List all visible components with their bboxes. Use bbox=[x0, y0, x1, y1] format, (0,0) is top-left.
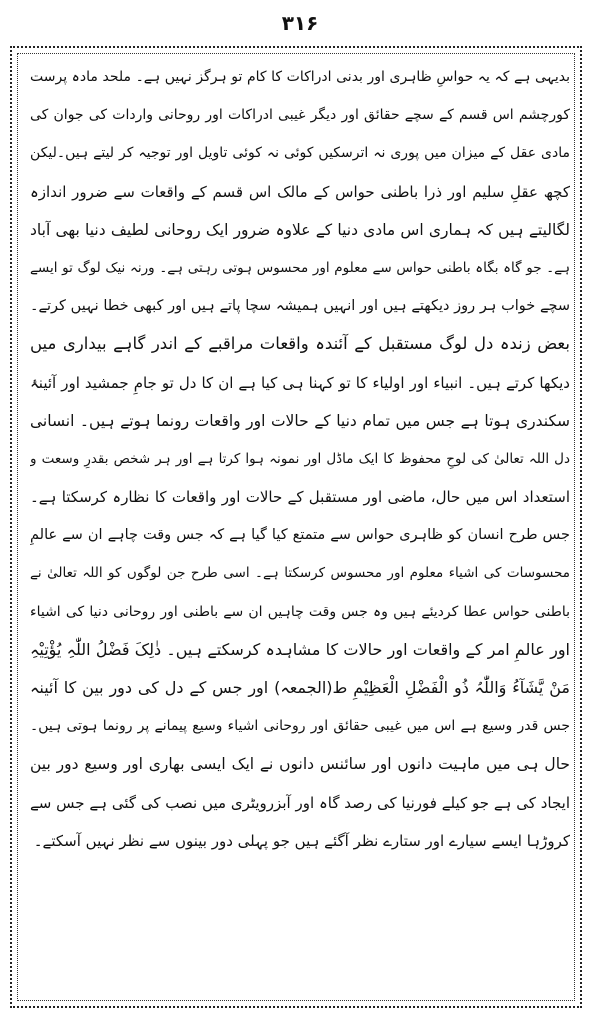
text-line: جس طرح انسان کو ظاہری حواس سے متمتع کیا گیا ہے کہ جس وقت چاہے ان سے عالمِ bbox=[30, 527, 570, 544]
text-line: ہے۔ جو گاہ بگاہ باطنی حواس سے معلوم اور محسوس ہوتی رہتی ہے۔ ورنہ نیک لوگ تو ایسے bbox=[30, 259, 570, 276]
text-line: مَنْ یَّشَآءُ وَاللّٰہُ ذُو الْفَضْلِ الْعَظِیْمِ ط(الجمعہ) اور جس کے دل کی دور بین کا آئینہ bbox=[30, 678, 570, 697]
page-number: ۳۱۶ bbox=[281, 11, 319, 35]
text-line: بدیہی ہے کہ یہ حواسِ ظاہری اور بدنی ادراکات کا کام تو ہرگز نہیں ہے۔ ملحد مادہ پرست bbox=[30, 69, 570, 85]
text-line: مادی عقل کے میزان میں پوری نہ اترسکیں کوئی نہ کوئی تاویل اور توجیہ کر لیتے ہیں۔لیکن bbox=[30, 145, 570, 162]
text-line: کورچشم اس قسم کے سچے حقائق اور دیگر غیبی ادراکات اور روحانی واردات کی جوان کی bbox=[30, 107, 570, 124]
text-line: سچے خواب ہر روز دیکھتے ہیں اور انہیں ہمیشہ سچا پاتے ہیں اور کبھی خطا نہیں کرتے۔ bbox=[30, 298, 570, 315]
text-line: باطنی حواس عطا کردیئے ہیں وہ جس وقت چاہیں ان سے باطنی اور روحانی دنیا کی اشیاء bbox=[30, 603, 570, 620]
text-line: لگالیتے ہیں کہ ہماری اس مادی دنیا کے علاوہ ضرور ایک روحانی لطیف دنیا بھی آباد bbox=[30, 220, 570, 239]
text-line: جس قدر وسیع ہے اس میں غیبی حقائق اور روحانی اشیاء وسیع پیمانے پر رونما ہوتی ہیں۔ bbox=[30, 718, 570, 735]
text-line: دل اللہ تعالیٰ کی لوحِ محفوظ کا ایک ماڈل اور نمونہ ہوا کرتا ہے اور ہر شخص بقدرِ وسعت و bbox=[30, 450, 570, 467]
text-line: محسوسات کی اشیاء معلوم اور محسوس کرسکتا ہے۔ اسی طرح جن لوگوں کو اللہ تعالیٰ نے bbox=[30, 565, 570, 582]
text-line: اور عالمِ امر کے واقعات اور حالات کا مشاہدہ کرسکتے ہیں۔ ذٰلِکَ فَضْلُ اللّٰہِ یُؤْتِیْہِ bbox=[30, 639, 570, 659]
page-text-body bbox=[30, 58, 570, 860]
text-line: کروڑہا ایسے سیارے اور ستارے نظر آگئے ہیں جو پہلی دور بینوں سے نظر نہیں آسکتے۔ bbox=[33, 831, 570, 850]
text-line: بعض زندہ دل لوگ مستقبل کے آئندہ واقعات مراقبے کے اندر گاہے بیداری میں bbox=[30, 334, 570, 354]
text-line: حال ہی میں ماہیت دانوں اور سائنس دانوں نے ایک ایسی بھاری اور وسیع دور بین bbox=[30, 755, 570, 774]
text-line: ایجاد کی ہے جو کیلے فورنیا کی رصد گاہ اور آبزرویٹری میں نصب کی گئی ہے جس سے bbox=[30, 793, 570, 812]
text-line: کچھ عقلِ سلیم اور ذرا باطنی حواس کے مالک اس قسم کے واقعات سے ضرور اندازہ bbox=[30, 182, 570, 201]
text-line: دیکھا کرتے ہیں۔ انبیاء اور اولیاء کا تو کہنا ہی کیا ہے ان کا دل تو جامِ جمشید اور آئینۂ bbox=[30, 373, 570, 392]
text-line: سکندری ہوتا ہے جس میں تمام دنیا کے حالات اور واقعات رونما ہوتے ہیں۔ انسانی bbox=[30, 411, 570, 430]
text-line: استعداد اس میں حال، ماضی اور مستقبل کے حالات اور واقعات کا نظارہ کرسکتا ہے۔ bbox=[30, 488, 570, 507]
